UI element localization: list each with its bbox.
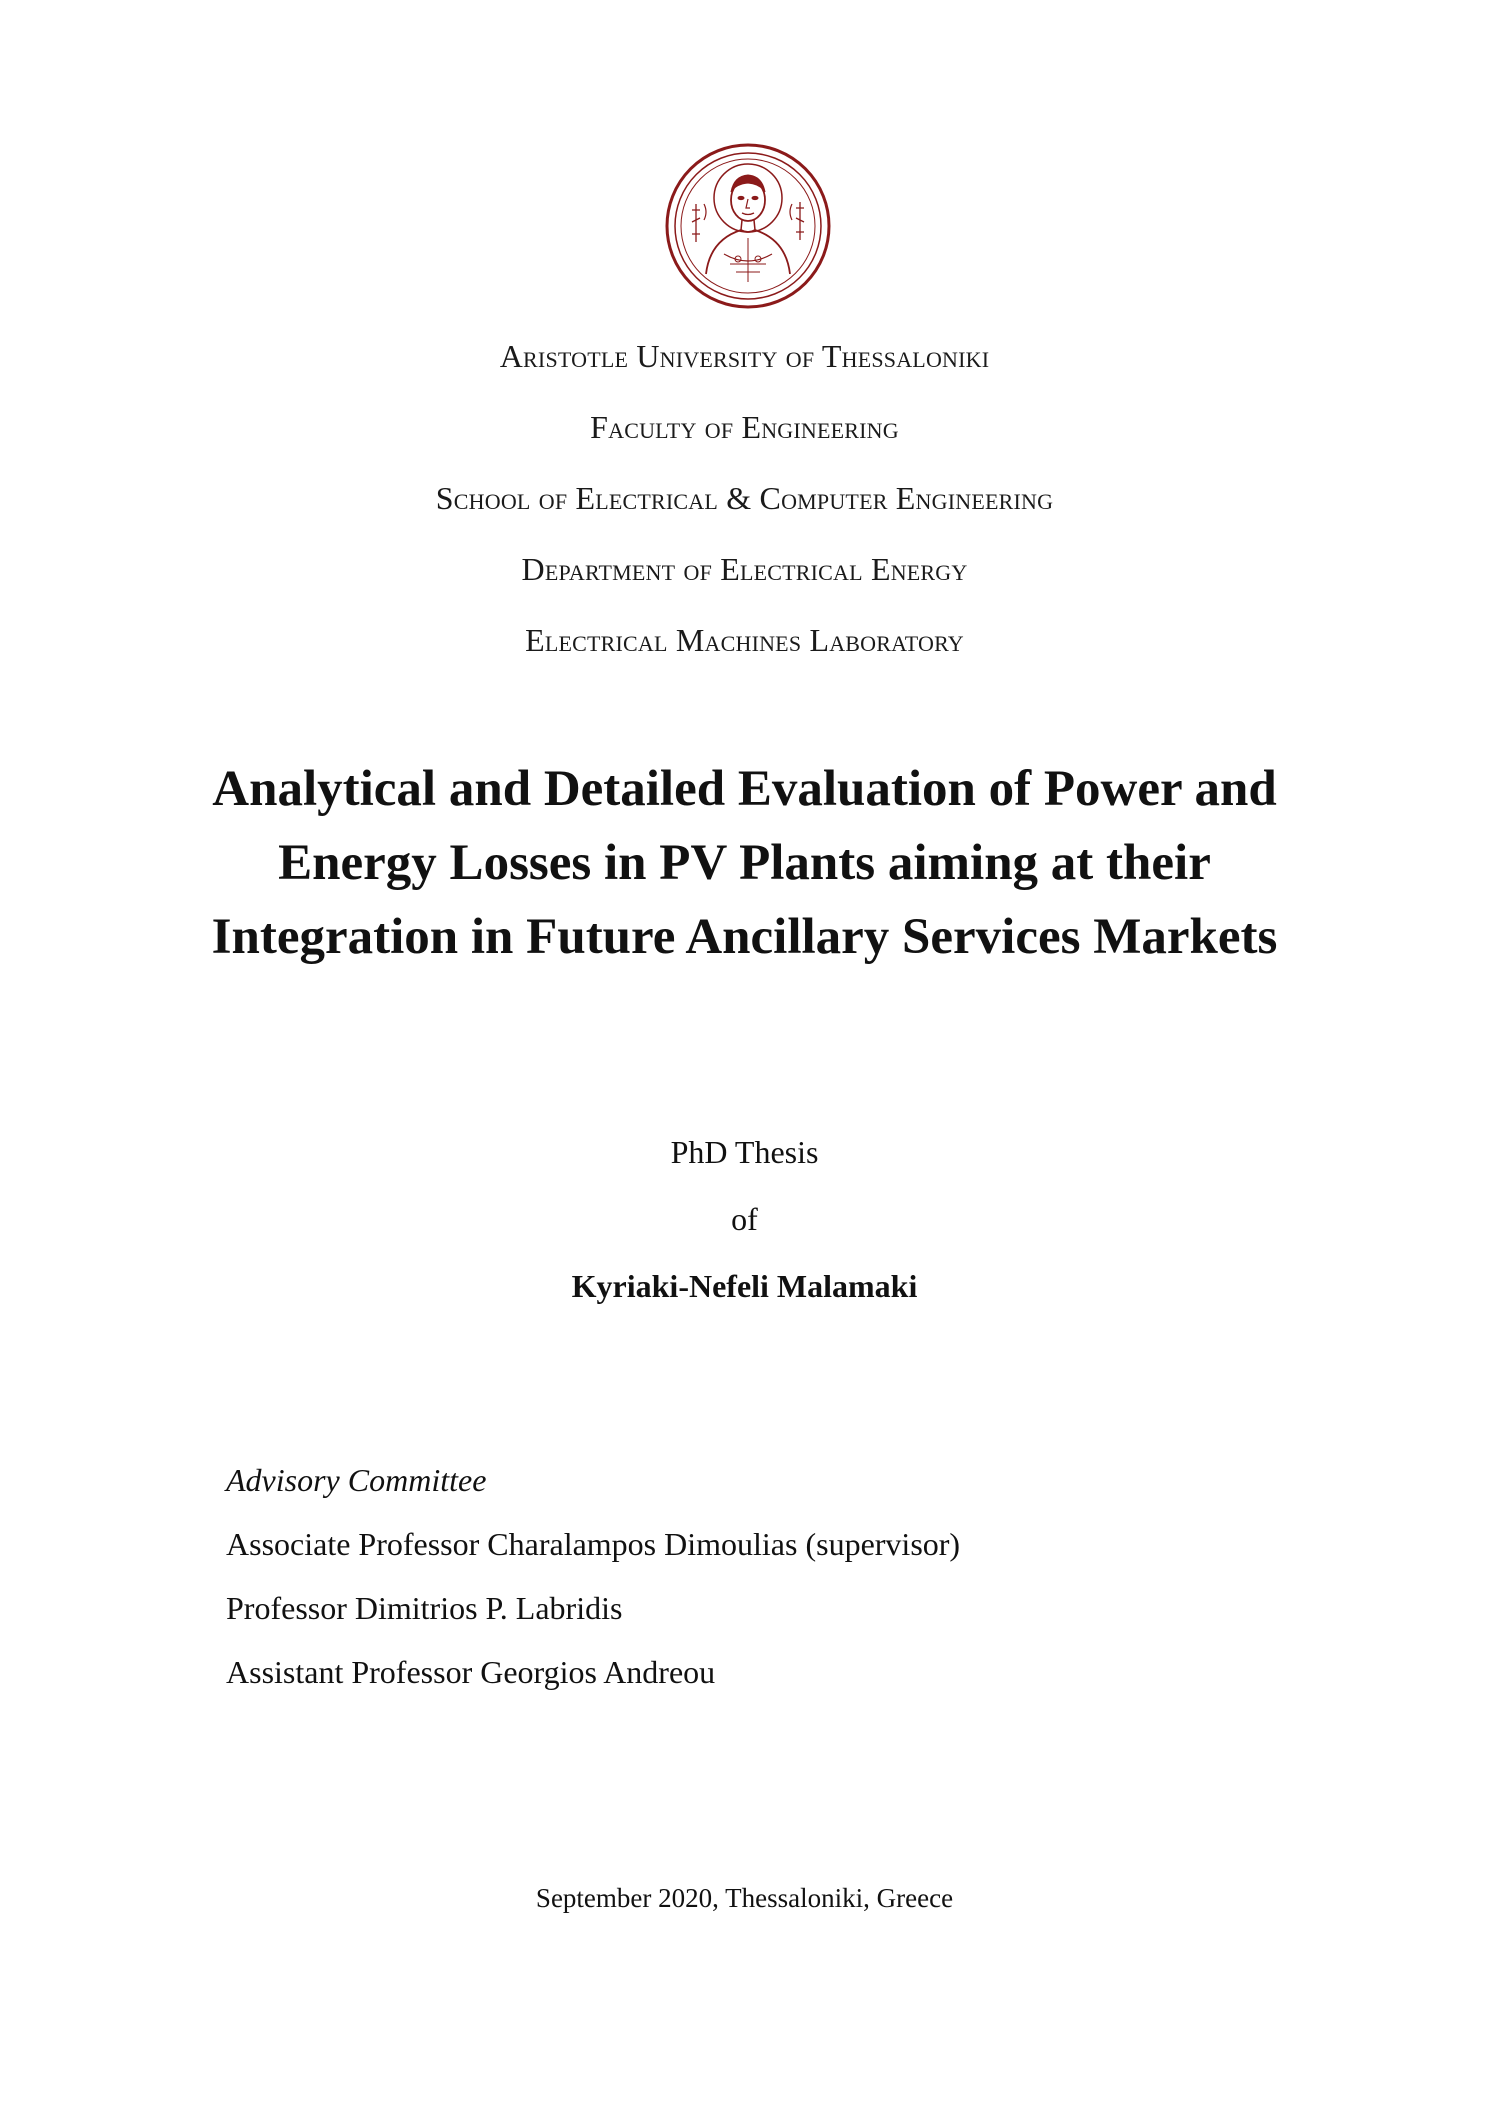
thesis-type: PhD Thesis: [670, 1134, 819, 1170]
committee-member: Assistant Professor Georgios Andreou: [226, 1654, 716, 1690]
date-location-footer: September 2020, Thessaloniki, Greece: [535, 1883, 954, 1913]
faculty-name: Faculty of Engineering: [590, 409, 899, 445]
committee-member: Professor Dimitrios P. Labridis: [226, 1590, 623, 1626]
author-name: Kyriaki-Nefeli Malamaki: [571, 1268, 918, 1304]
university-seal-logo: [664, 142, 832, 310]
advisory-committee: [226, 1448, 1326, 1704]
laboratory-name: Electrical Machines Laboratory: [525, 622, 964, 658]
school-name: School of Electrical & Computer Engineering: [435, 480, 1054, 516]
of-label: of: [731, 1201, 758, 1237]
committee-heading: Advisory Committee: [226, 1462, 487, 1498]
committee-member-supervisor: Associate Professor Charalampos Dimoulias (supervisor): [226, 1526, 961, 1562]
university-name: Aristotle University of Thessaloniki: [499, 338, 990, 374]
thesis-title: Analytical and Detailed Evaluation of Power and Energy Losses in PV Plants aiming at their Integration in Future Ancillary Services Markets: [211, 761, 1278, 965]
department-name: Department of Electrical Energy: [521, 551, 968, 587]
